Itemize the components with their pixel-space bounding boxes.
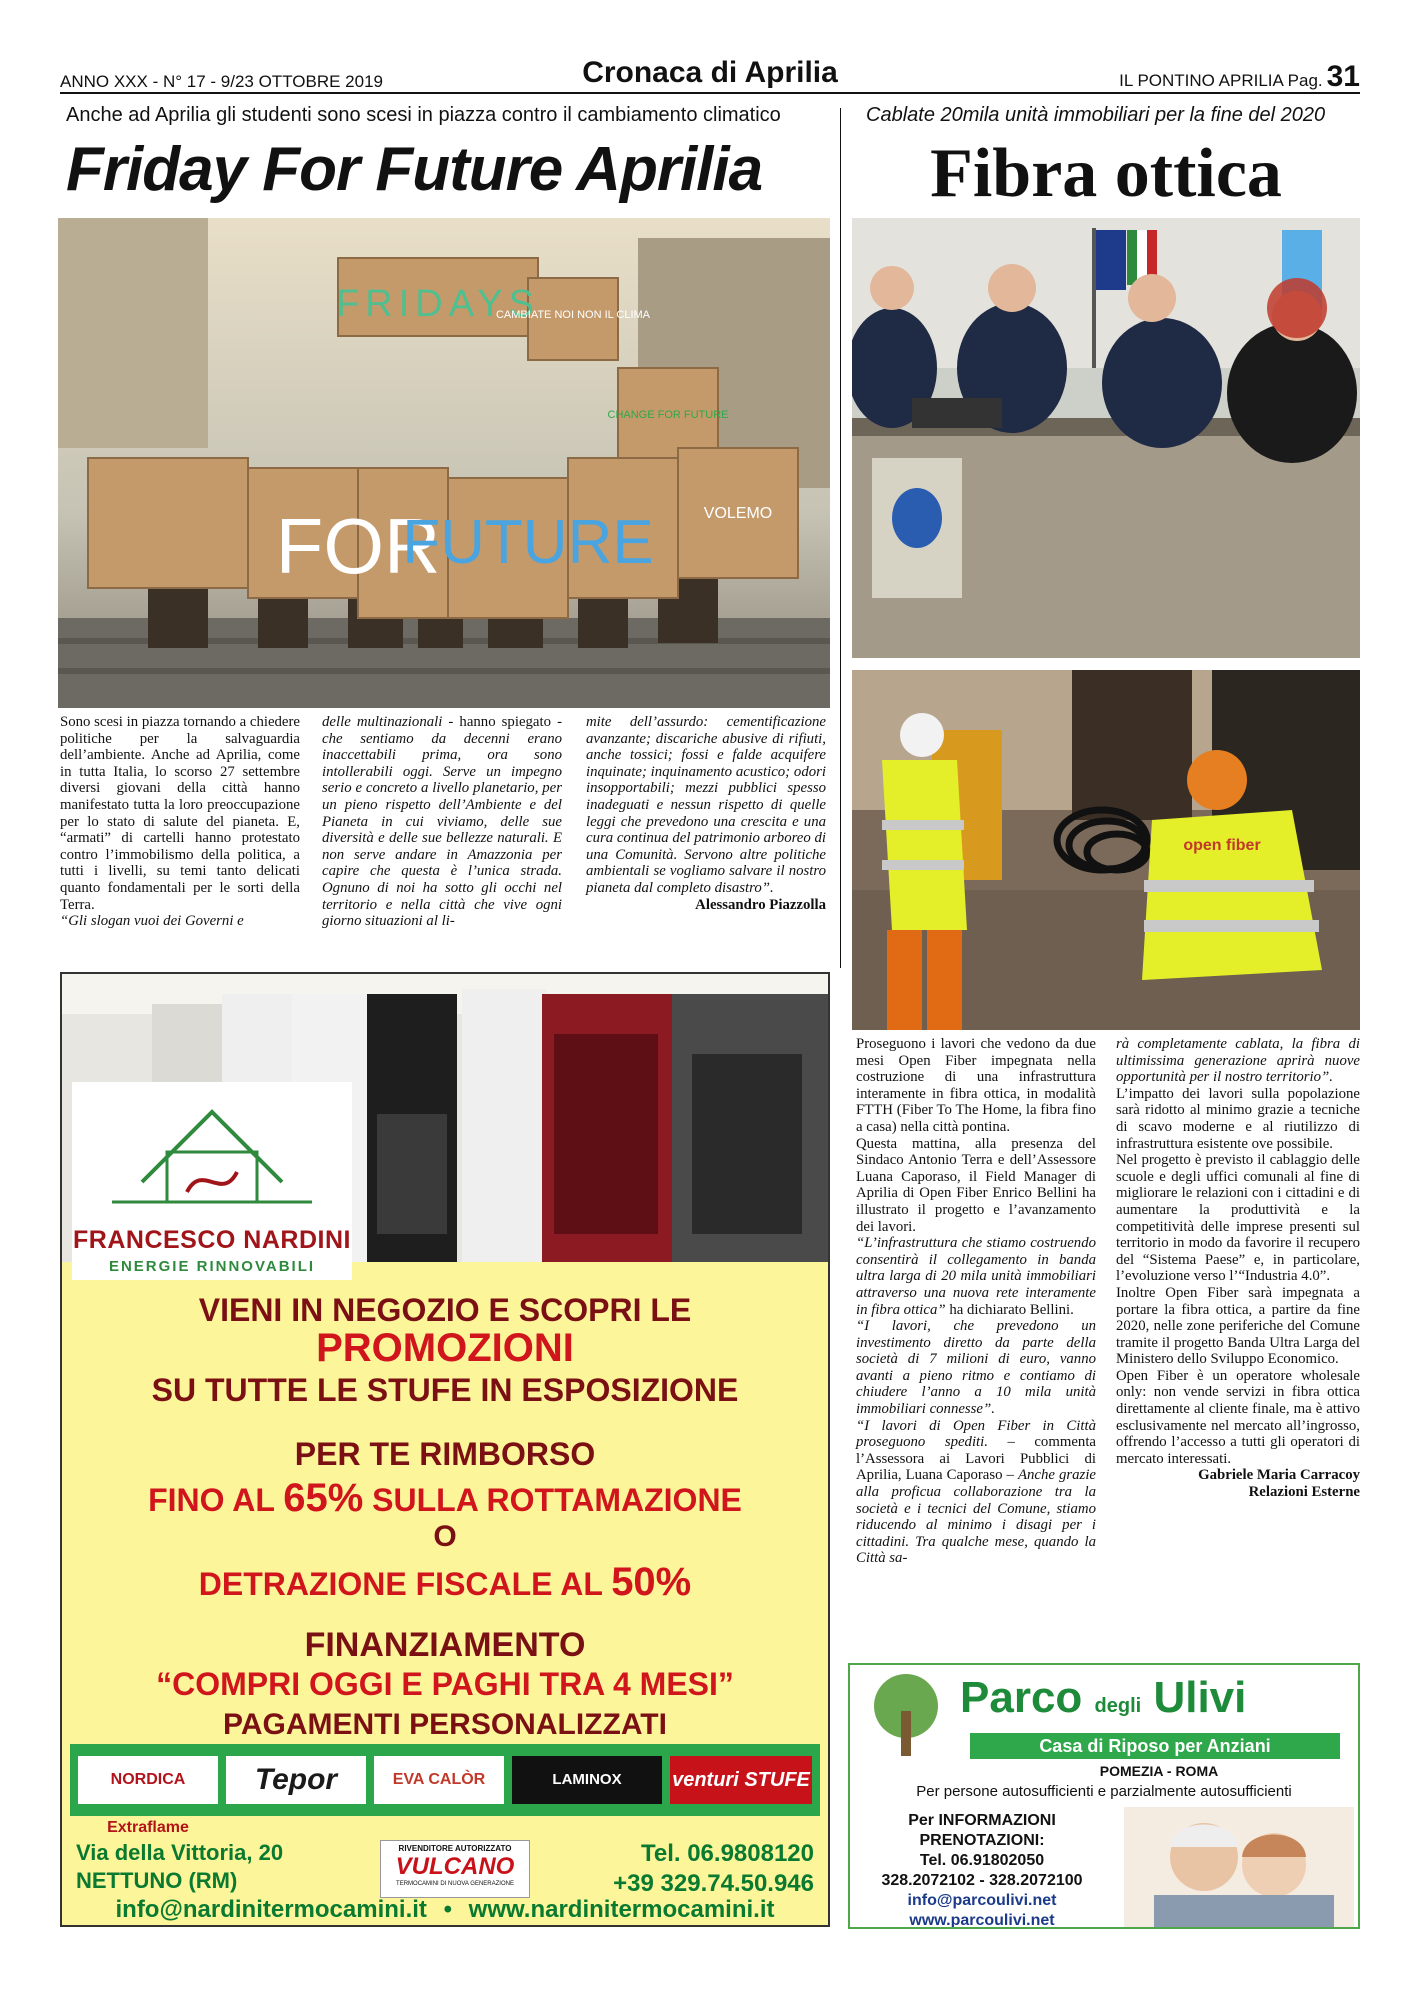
paper-name: IL PONTINO APRILIA Pag. <box>1119 71 1323 90</box>
ulivi-title-c: Ulivi <box>1153 1673 1247 1722</box>
article2-col1-p1: Proseguono i lavori che vedono da due mesi Open Fiber impegnata nella costruzione di una infrastruttura interamente in fibra ottica, in modalità FTTH (Fiber To The Home, la fibra fino a casa) nella città pontina. <box>856 1036 1096 1135</box>
elderly-couple-photo <box>1124 1807 1354 1927</box>
logo-laminox: LAMINOX <box>512 1756 662 1804</box>
fiber-works-photo <box>852 670 1360 1030</box>
logo-eva: EVA CALÒR <box>374 1756 504 1804</box>
vulcano-sub: TERMOCAMINI DI NUOVA GENERAZIONE <box>396 1881 514 1887</box>
article1-col3-text: mite dell’assurdo: cementificazione avanzante; discariche abusive di rifiuti, anche tossici; fossi e falde acquifere inquinate; inquinamento acustico; odori insopportabili; mezzi pubblici spesso inadeguati e nessun rispetto di quelle leggi che prevedono una crescita e una cura continua del patrimonio arboreo di una Comunità. Servono altre politiche ambientali se vogliamo salvare il nostro pianeta dal completo disastro”. <box>586 714 826 896</box>
promo-line-8: FINANZIAMENTO <box>304 1626 586 1664</box>
promo-line-6: O <box>433 1520 457 1553</box>
brand-sub: ENERGIE RINNOVABILI <box>108 1258 316 1275</box>
article2-col1-q1: “L’infrastruttura che stiamo costruendo consentirà il collegamento in banda ultra larga di 20 mila unità immobiliari attraverso una nuova rete interamente in fibra ottica” <box>856 1235 1096 1318</box>
logo-tepor: Tepor <box>226 1756 366 1804</box>
nardini-email: info@nardinitermocamini.it <box>115 1896 427 1923</box>
ulivi-contacts <box>862 1811 1102 1929</box>
promo-line-7a: DETRAZIONE FISCALE AL <box>198 1566 612 1602</box>
page-header <box>60 56 1360 94</box>
sign-fridays: FRIDAYS <box>336 283 540 325</box>
article2-col2-p2: Nel progetto è previsto il cablaggio delle scuole e degli uffici comunali al fine di migliorare le relazioni con i cittadini e di aumentare la produttività e la competitività delle imprese presenti sul territorio in modo da favorire il recupero del “Sistema Paese” e, in particolare, l’evoluzione verso l’“Industria 4.0”. <box>1116 1152 1360 1285</box>
article2-col1-q3: “I lavori di Open Fiber in Città proseguono spediti. <box>856 1417 1096 1451</box>
article1-col2-b: - hanno spiegato - <box>442 714 562 730</box>
promo-line-7 <box>62 1560 828 1605</box>
promo-line-5a: FINO AL <box>148 1482 284 1518</box>
ulivi-web: www.parcoulivi.net <box>909 1912 1055 1929</box>
nardini-separator: • <box>443 1896 452 1923</box>
article1-col1-quote: “Gli slogan vuoi dei Governi e <box>60 913 244 930</box>
page-number: 31 <box>1326 60 1360 93</box>
shop-phone: Tel. 06.9808120 <box>640 1840 814 1867</box>
fiber-works-art <box>852 670 1360 1030</box>
logo-nordica: NORDICA Extraflame <box>78 1756 218 1804</box>
brand-logos-bar <box>70 1744 820 1836</box>
promo-line-4: PER TE RIMBORSO <box>294 1436 596 1472</box>
ulivi-title <box>960 1673 1246 1723</box>
logo-venturi: venturi STUFE <box>670 1756 812 1804</box>
nardini-web-line <box>62 1896 828 1924</box>
olive-tree-icon <box>856 1671 956 1761</box>
vulcano-logo <box>380 1840 530 1898</box>
paper-info <box>1119 60 1360 94</box>
ulivi-tel: Tel. 06.91802050 <box>919 1852 1045 1869</box>
ulivi-booking-label: PRENOTAZIONI: <box>919 1832 1045 1849</box>
article2-col2-q: rà completamente cablata, la fibra di ultimissima generazione aprirà nuove opportunità per il nostro territorio”. <box>1116 1036 1360 1086</box>
section-title: Cronaca di Aprilia <box>582 56 838 89</box>
article2-column-2 <box>1116 1036 1360 1501</box>
promo-line-5c: SULLA ROTTAMAZIONE <box>363 1482 742 1518</box>
ad-nardini <box>60 972 830 1927</box>
ulivi-tagline: Per persone autosufficienti e parzialmente autosufficienti <box>916 1783 1292 1800</box>
house-logo-icon <box>72 1082 352 1222</box>
article2-col2-p1: L’impatto dei lavori sulla popolazione sarà ridotto al minimo grazie a tecniche di scavo moderne e al riutilizzo di infrastruttura esistente ove possibile. <box>1116 1085 1360 1152</box>
article2-col2-p3: Inoltre Open Fiber sarà impegnata a portare la fibra ottica, a partire da fine 2020, nelle zone periferiche del Comune tramite il progetto Banda Ultra Larga del Ministero dello Sviluppo Economico. <box>1116 1284 1360 1368</box>
ulivi-title-b: degli <box>1094 1695 1142 1717</box>
promo-line-5 <box>62 1476 828 1521</box>
article2-col1-q4: Anche grazie alla proficua collaborazione tra la società e i tecnici del Comune, stiamo riducendo al minimo i disagi per i cittadini. Tra qualche mese, quando la Città sa- <box>856 1467 1096 1567</box>
shop-address: Via della Vittoria, 20 <box>76 1840 284 1865</box>
article1-author: Alessandro Piazzolla <box>695 896 826 913</box>
article2-col2-p4: Open Fiber è un operatore wholesale only: non vende servizi in fibra ottica direttamente al cliente finale, ma è attivo esclusivamente nel mercato all’ingrosso, offrendo l’accesso a tutti gli operatori di mercato interessati. <box>1116 1367 1360 1467</box>
press-conference-art <box>852 218 1360 658</box>
nardini-logo <box>72 1082 352 1280</box>
sign-volemo: VOLEMO <box>703 505 773 522</box>
ulivi-location: POMEZIA - ROMA <box>1099 1763 1219 1779</box>
sign-change: CHANGE FOR FUTURE <box>607 409 729 421</box>
promo-line-9: “COMPRI OGGI E PAGHI TRA 4 MESI” <box>156 1666 734 1702</box>
promo-line-3: SU TUTTE LE STUFE IN ESPOSIZIONE <box>151 1372 739 1408</box>
reseller-label: RIVENDITORE AUTORIZZATO <box>398 1844 512 1853</box>
article2-kicker: Cablate 20mila unità immobiliari per la fine del 2020 <box>866 104 1326 126</box>
article1-col1-text: Sono scesi in piazza tornando a chiedere politiche per la salvaguardia dell’ambiente. Anche ad Aprilia, come in tutta Italia, lo scorso 27 settembre diversi giovani della città hanno manifestato tutta la loro preoccupazione per lo stato di salute del pianeta. E, “armati” di cartelli hanno protestato contro l’immobilismo della politica, a tutti i livelli, su temi tanto delicati quanto fondamentali per le sorti della Terra. <box>60 714 300 913</box>
article2-col1-q2: “I lavori, che prevedono un investimento diretto da parte della società di 7 milioni di euro, vanno avanti a pieno ritmo e contiamo di chiudere l’anno a 10 mila unità immobiliari connesse”. <box>856 1318 1096 1418</box>
vulcano-name: VULCANO <box>395 1853 515 1880</box>
protest-photo <box>58 218 830 708</box>
nardini-web: www.nardinitermocamini.it <box>468 1896 775 1923</box>
article2-col1-q3-tail: – commenta l’Assessora ai Lavori Pubblici di Aprilia, Luana Caporaso – <box>856 1434 1096 1484</box>
article2-author-role: Relazioni Esterne <box>1248 1484 1360 1501</box>
vest-text: open fiber <box>1183 837 1261 854</box>
sign-for: FOR <box>275 502 441 590</box>
ulivi-mobiles: 328.2072102 - 328.2072100 <box>881 1872 1083 1889</box>
article2-title: Fibra ottica <box>930 135 1282 212</box>
article1-title: Friday For Future Aprilia <box>66 135 763 204</box>
promo-line-1: VIENI IN NEGOZIO E SCOPRI LE <box>198 1292 692 1328</box>
column-divider <box>840 108 841 968</box>
article1-kicker: Anche ad Aprilia gli studenti sono scesi in piazza contro il cambiamento climatico <box>66 104 781 126</box>
article1-column-3 <box>586 714 826 913</box>
ulivi-title-a: Parco <box>960 1673 1083 1722</box>
ulivi-info-label: Per INFORMAZIONI <box>908 1812 1056 1829</box>
promo-65: 65% <box>283 1476 364 1520</box>
sign-cambiate: CAMBIATE NOI NON IL CLIMA <box>495 309 651 321</box>
shop-city: NETTUNO (RM) <box>76 1868 238 1893</box>
promo-50: 50% <box>611 1560 692 1604</box>
article2-col1-p2: Questa mattina, alla presenza del Sindaco Antonio Terra e dell’Assessore Luana Caporaso, il Field Manager di Aprilia di Open Fiber Enrico Bellini ha illustrato il progetto e l’avanzamento dei lavori. <box>856 1135 1096 1235</box>
protest-photo-art <box>58 218 830 708</box>
article1-column-2 <box>322 714 562 930</box>
promo-line-2: PROMOZIONI <box>316 1326 574 1370</box>
shop-mobile: +39 329.74.50.946 <box>613 1870 814 1897</box>
brand-name: FRANCESCO NARDINI <box>73 1226 351 1254</box>
article1-column-1 <box>60 714 300 930</box>
issue-info: ANNO XXX - N° 17 - 9/23 OTTOBRE 2019 <box>60 72 383 91</box>
article2-author: Gabriele Maria Carracoy <box>1198 1467 1360 1484</box>
promo-line-10: PAGAMENTI PERSONALIZZATI <box>223 1708 667 1741</box>
ulivi-subtitle: Casa di Riposo per Anziani <box>970 1733 1340 1759</box>
article1-col2-a: delle multinazionali <box>322 714 443 730</box>
article2-column-1 <box>856 1036 1096 1567</box>
ulivi-email: info@parcoulivi.net <box>907 1892 1057 1909</box>
press-conference-photo <box>852 218 1360 658</box>
ad-parco-ulivi <box>848 1663 1360 1929</box>
article2-col1-q1-tail: ha dichiarato Bellini. <box>945 1301 1074 1318</box>
article1-col2-c: che sentiamo da decenni erano inaccettabili prima, ora sono intollerabili oggi. Serve un impegno serio e concreto a livello planetario, per un pieno rispetto dell’Ambiente e del Pianeta in cui viviamo, delle sue diversità e delle sue bellezze naturali. E non serve andare in Amazzonia per capire che questa è l’unica strada. Ognuno di noi ha sotto gli occhi nel territorio e nella città che vive ogni giorno situazioni al li- <box>322 730 562 930</box>
sign-future: FUTURE <box>402 508 654 577</box>
